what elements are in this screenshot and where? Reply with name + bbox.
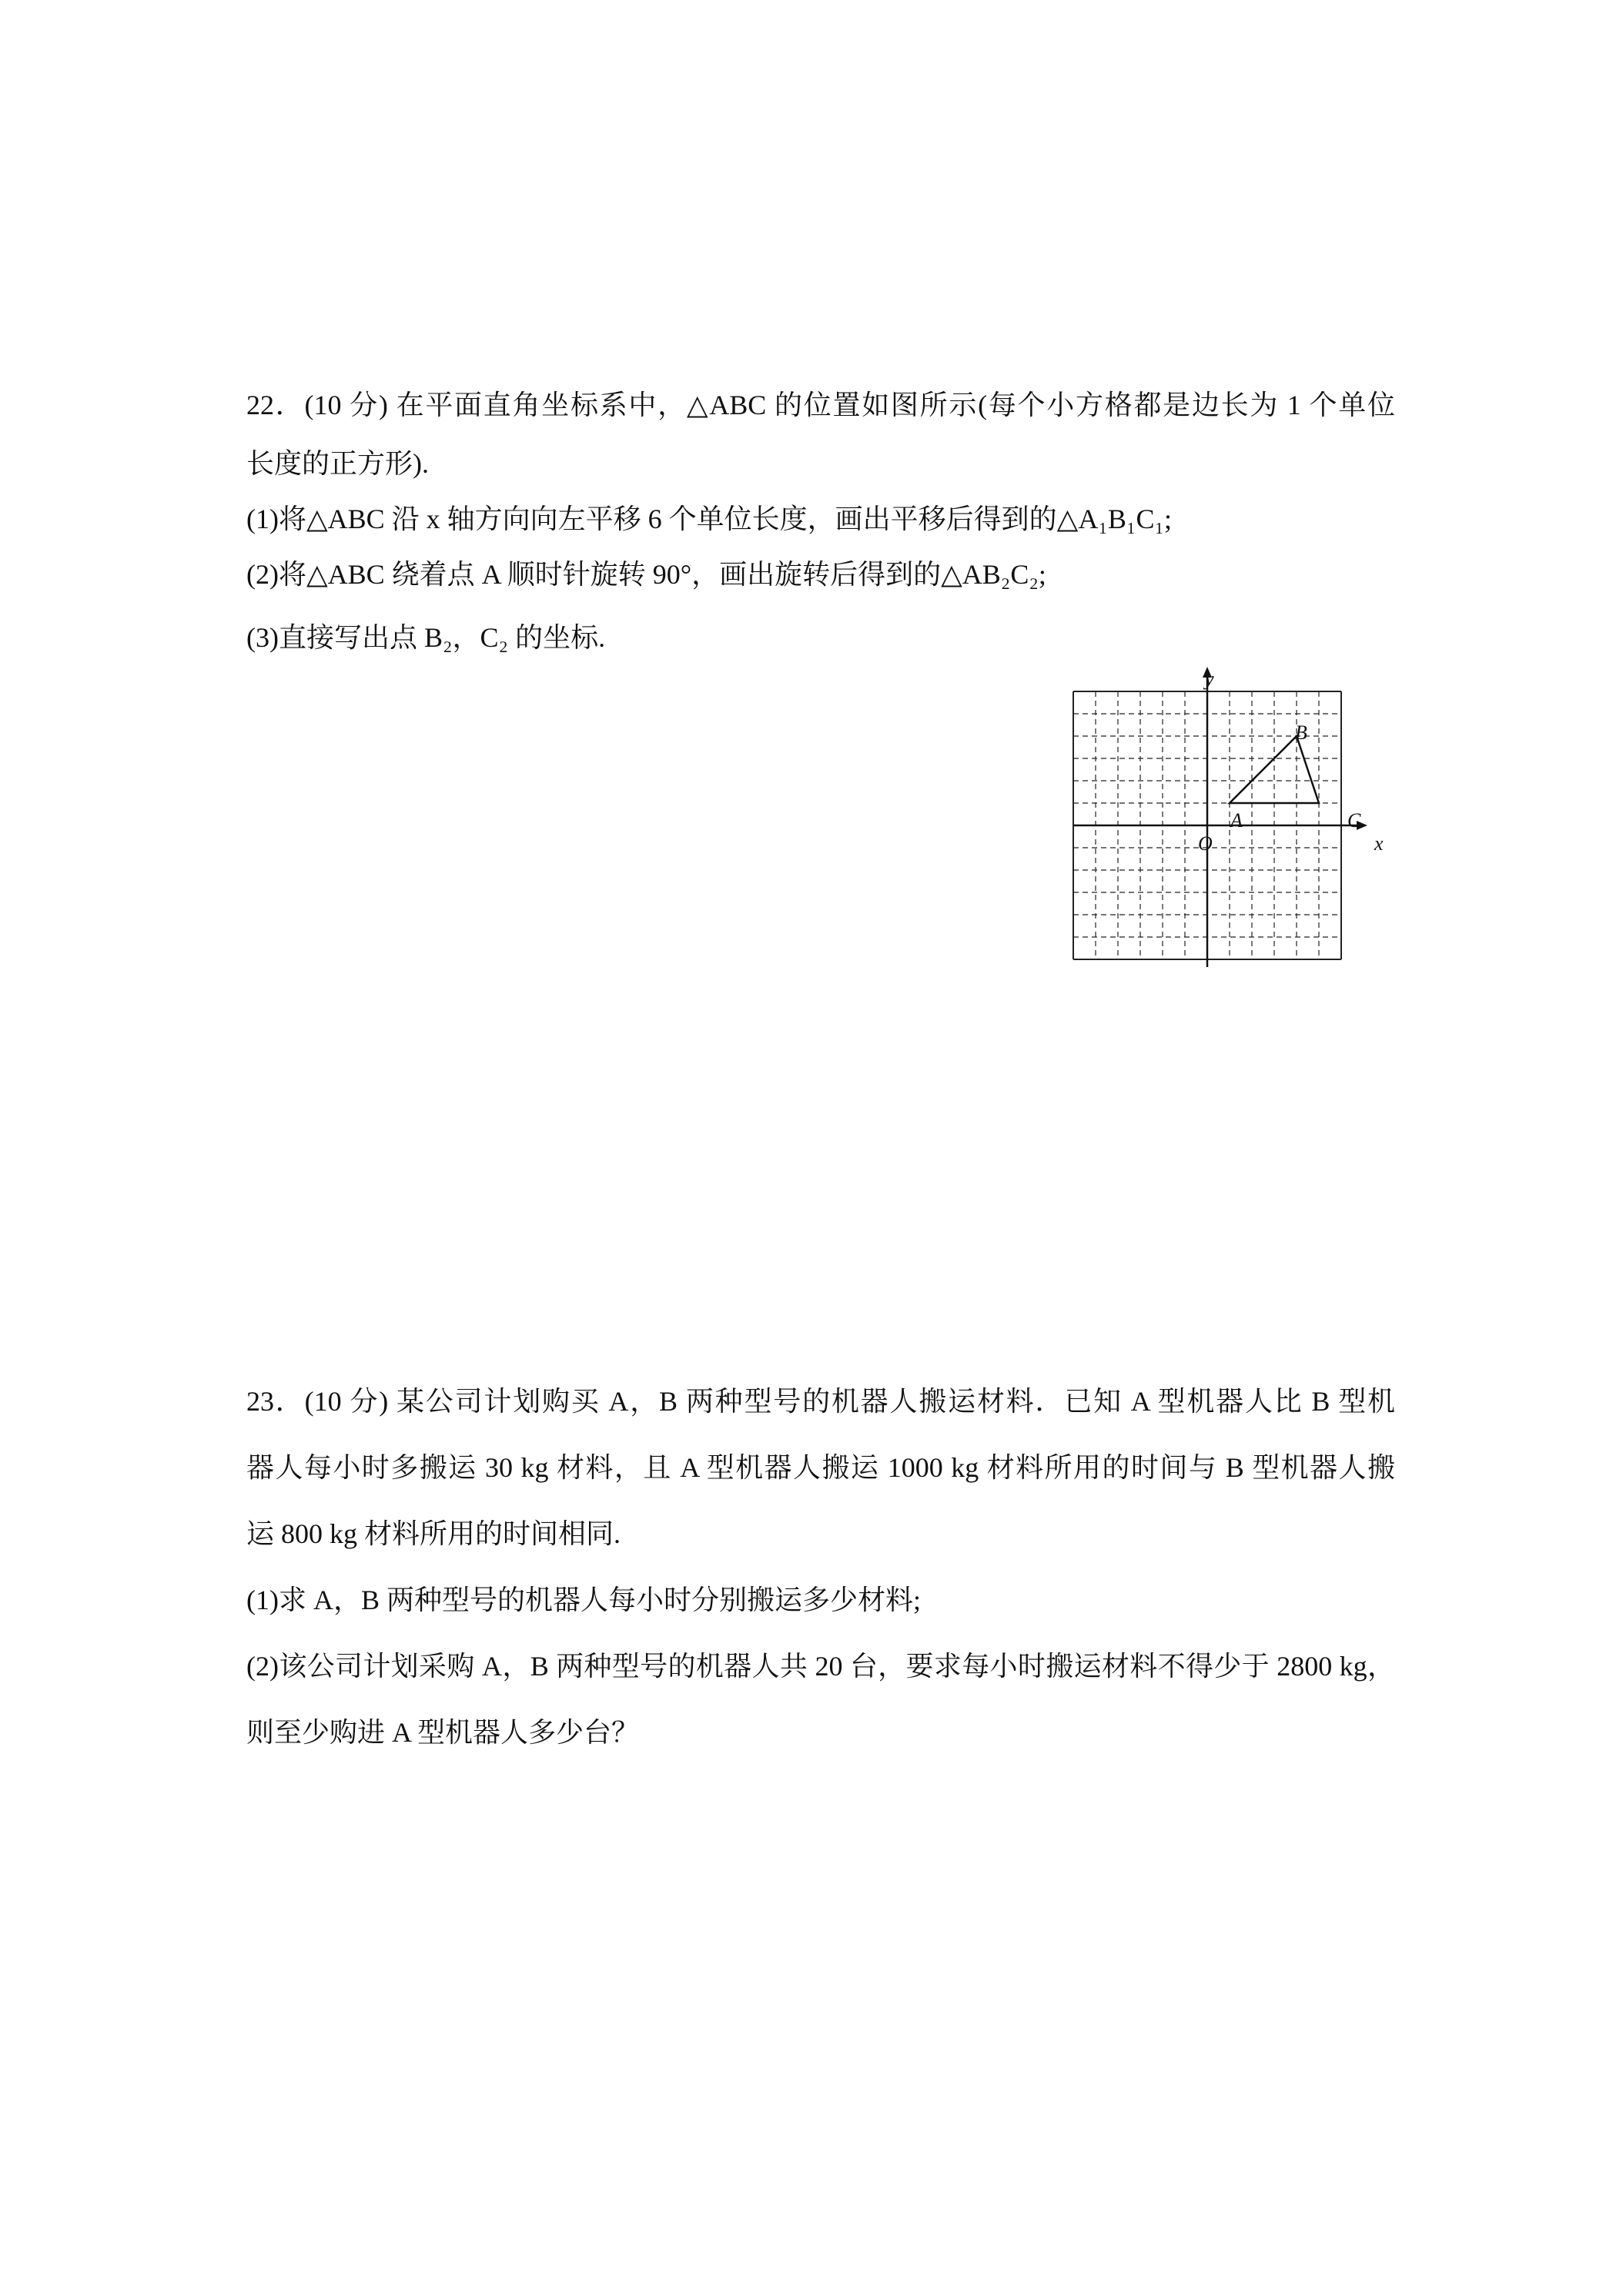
x-axis-label: x	[1374, 832, 1384, 855]
q23-part-1: (1)求 A，B 两种型号的机器人每小时分别搬运多少材料;	[246, 1585, 921, 1615]
origin-label: O	[1198, 832, 1213, 855]
point-a-label: A	[1230, 809, 1243, 832]
q22-part-2: (2)将△ABC 绕着点 A 顺时针旋转 90°，画出旋转后得到的△AB₂C₂;	[246, 559, 1046, 590]
axes	[1073, 667, 1367, 967]
q22-part-3: (3)直接写出点 B₂，C₂ 的坐标.	[246, 622, 606, 653]
q23-stem-line-1: 23．(10 分) 某公司计划购买 A，B 两种型号的机器人搬运材料．已知 A 型机器人比 B 型机	[246, 1386, 1395, 1417]
q22-stem-line-2: 长度的正方形).	[246, 448, 429, 479]
q23-stem-line-2: 器人每小时多搬运 30 kg 材料，且 A 型机器人搬运 1000 kg 材料所用的时间与 B 型机器人搬	[246, 1452, 1395, 1483]
q23-stem-line-3: 运 800 kg 材料所用的时间相同.	[246, 1518, 621, 1549]
coordinate-grid-figure	[1062, 662, 1386, 986]
q22-stem-line-1: 22．(10 分) 在平面直角坐标系中，△ABC 的位置如图所示(每个小方格都是边长为 1 个单位	[246, 390, 1395, 420]
point-b-label: B	[1295, 721, 1307, 744]
point-c-label: C	[1347, 809, 1361, 832]
q22-part-1: (1)将△ABC 沿 x 轴方向向左平移 6 个单位长度，画出平移后得到的△A₁B₁C₁;	[246, 504, 1173, 534]
q23-part-2-line-1: (2)该公司计划采购 A，B 两种型号的机器人共 20 台，要求每小时搬运材料不得少于 2800 kg，	[246, 1651, 1395, 1682]
y-axis-label: y	[1205, 668, 1214, 690]
q23-part-2-line-2: 则至少购进 A 型机器人多少台？	[246, 1717, 640, 1748]
